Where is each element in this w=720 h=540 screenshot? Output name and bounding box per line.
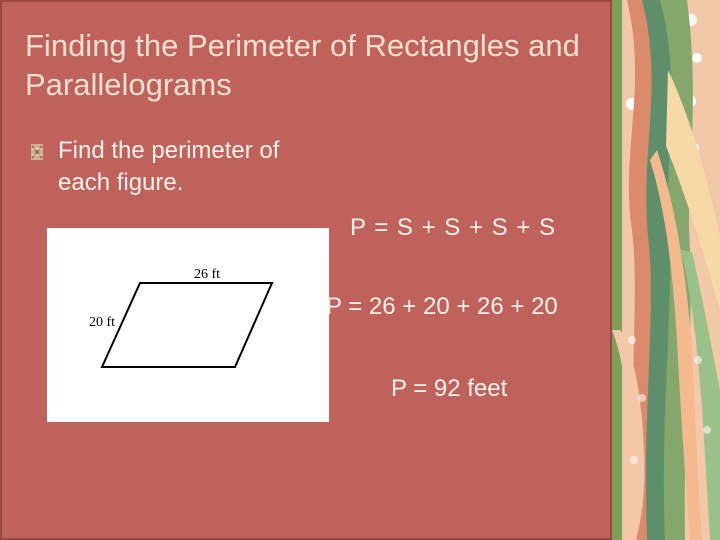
slide-title: Finding the Perimeter of Rectangles and Parallelograms — [25, 28, 580, 102]
bullet-text: Find the perimeter of each figure. — [58, 137, 280, 196]
parallelogram-figure — [47, 228, 329, 422]
formula-line-3: P = 92 feet — [391, 375, 508, 402]
figure-side-label: 20 ft — [89, 315, 116, 330]
bullet-ornament-icon — [30, 143, 44, 161]
formula-line-2: P = 26 + 20 + 26 + 20 — [326, 293, 558, 320]
parallelogram-diagram — [47, 228, 329, 422]
decorative-pattern-icon — [612, 0, 720, 540]
figure-top-label: 26 ft — [194, 267, 221, 282]
formula-line-1: P = S + S + S + S — [350, 214, 557, 241]
decorative-border — [612, 0, 720, 540]
